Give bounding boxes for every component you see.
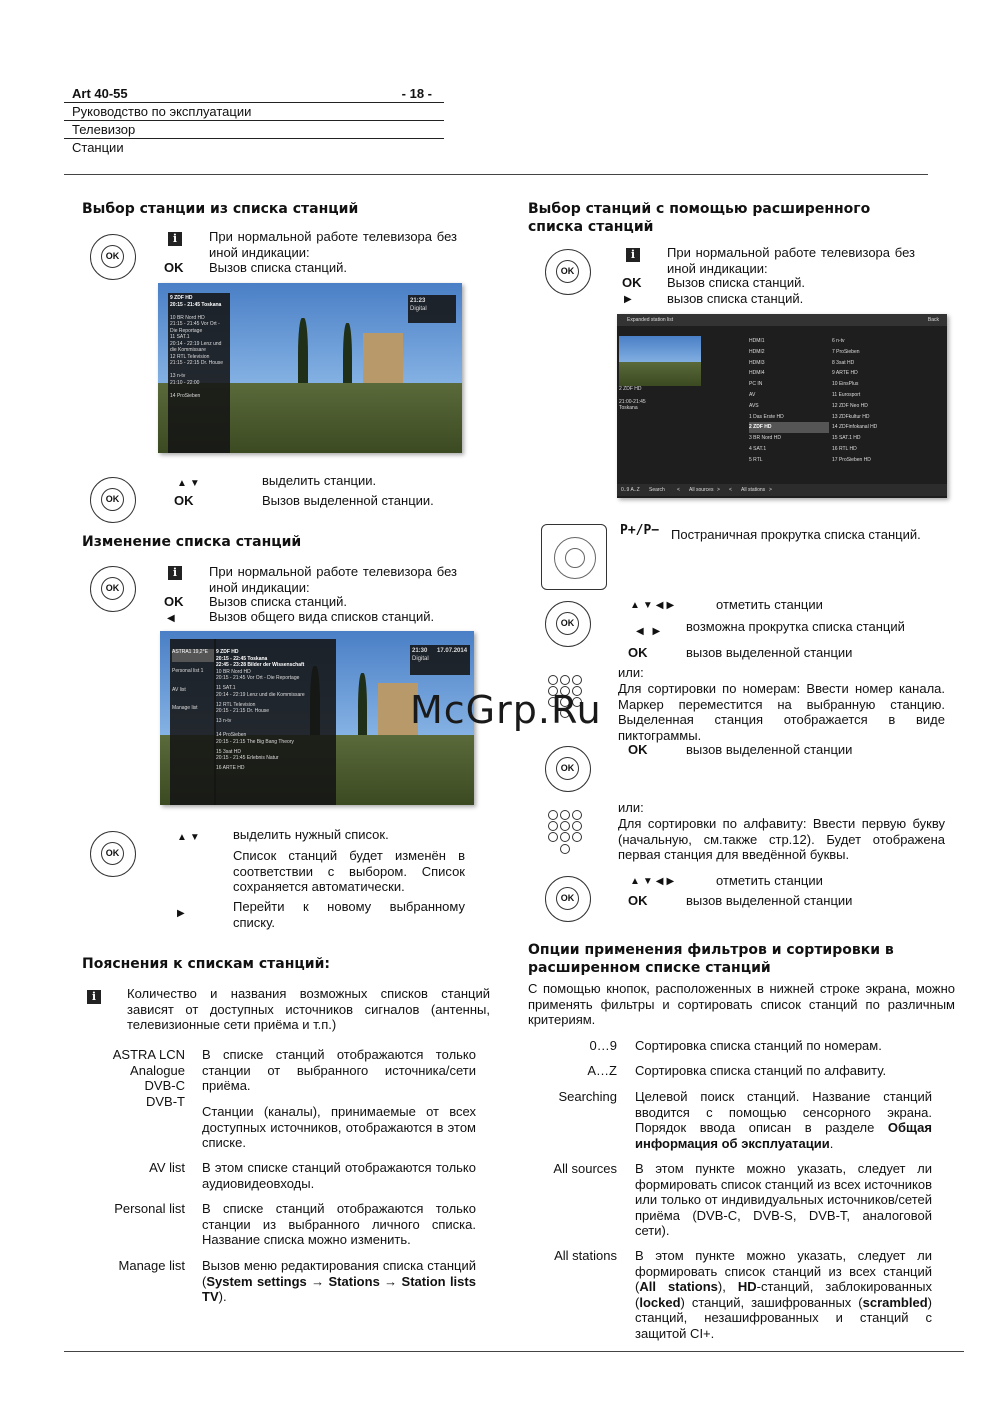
ok-key-label: OK bbox=[628, 893, 648, 908]
time-info-box bbox=[410, 645, 470, 675]
extended-list-title: Expanded station list bbox=[627, 317, 674, 323]
station-row[interactable]: HDMI4 bbox=[749, 370, 765, 377]
select-list-text: выделить нужный список. bbox=[233, 827, 389, 842]
def-desc-search bbox=[635, 1089, 932, 1151]
channel-row: 20:14 - 22:19 Lenz und die Kommissare bbox=[216, 691, 305, 698]
channel-row: 21:15 - 21:45 Vor Ort - Die Reportage bbox=[170, 321, 220, 334]
arrow-keys-icon: ▲▼◀▶ bbox=[630, 876, 678, 887]
ok-key-label: OK bbox=[628, 645, 648, 660]
go-to-list-text: Перейти к новому выбранному списку. bbox=[233, 899, 465, 930]
info-icon: i bbox=[626, 248, 640, 262]
arrow-keys-icon: ▲▼◀▶ bbox=[630, 600, 678, 611]
list-selector-panel bbox=[170, 639, 216, 805]
menu-path-stations: Stations bbox=[328, 1273, 380, 1289]
def-term-manage: Manage list bbox=[118, 1258, 185, 1273]
up-down-arrows-icon: ▲▼ bbox=[177, 832, 203, 843]
def-desc-manage bbox=[202, 1258, 476, 1305]
station-row[interactable]: 10 EinsPlus bbox=[832, 381, 859, 388]
channel-row: 20:15 - 21:15 Dr. House bbox=[216, 708, 270, 714]
now-title: Toskana bbox=[619, 405, 638, 411]
menu-path-system: System settings bbox=[206, 1273, 307, 1289]
station-row[interactable]: 16 RTL HD bbox=[832, 445, 857, 452]
signal-label: Digital bbox=[412, 656, 429, 662]
section-title-change: Изменение списка станций bbox=[82, 534, 302, 550]
def-term-sources: ASTRA LCN Analogue DVB-C DVB-T bbox=[112, 1047, 185, 1109]
remote-control-icon bbox=[541, 524, 607, 590]
remote-ok-icon: OK bbox=[90, 234, 136, 280]
search-desc-end: . bbox=[829, 1135, 834, 1151]
watermark: McGrp.Ru bbox=[410, 688, 602, 732]
signal-label: Digital bbox=[410, 306, 427, 312]
station-column-1 bbox=[749, 336, 829, 466]
ok-select-text: вызов выделенной станции bbox=[686, 893, 853, 908]
now-time: 21:00-21:45 bbox=[619, 398, 646, 405]
station-row[interactable]: 13 ZDFkultur HD bbox=[832, 413, 870, 420]
station-row[interactable]: 11 Eurosport bbox=[832, 391, 861, 398]
header-rule bbox=[64, 174, 928, 175]
search-desc-text: Целевой поиск станций. Название станций вводится с помощью сенсорного экрана. Порядок ввода описан в разделе bbox=[635, 1089, 932, 1135]
channel-row: 20:15 - 21:45 Erlebnis Natur bbox=[216, 755, 279, 761]
footer-control[interactable]: 0..9 A..Z bbox=[621, 487, 640, 493]
remote-ok-icon: OK bbox=[545, 249, 591, 295]
station-row[interactable]: HDMI3 bbox=[749, 359, 765, 366]
station-row[interactable]: 15 SAT.1 HD bbox=[832, 435, 861, 442]
station-row[interactable]: HDMI1 bbox=[749, 338, 765, 344]
date-value: 17.07.2014 bbox=[437, 648, 468, 654]
ok-select-text: вызов выделенной станции bbox=[686, 742, 853, 757]
overview-text: Вызов общего вида списков станций. bbox=[209, 609, 435, 624]
normal-mode-text: При нормальной работе телевизора без иной индикации: bbox=[667, 245, 915, 276]
ok-text: Вызов списка станций. bbox=[209, 594, 347, 609]
station-column-2 bbox=[832, 336, 912, 466]
header-model-row bbox=[64, 85, 444, 103]
station-row[interactable]: 17 ProSieben HD bbox=[832, 456, 871, 463]
extended-list-title-bar bbox=[617, 314, 947, 326]
def-desc-sources: В этом пункте можно указать, следует ли формировать список станций из всех источников или только от индивидуальных источников/сетей приёма (DVB-C, DVB-S, DVB-T, аналоговой сети). bbox=[635, 1161, 932, 1238]
path-arrow: → bbox=[384, 1273, 398, 1289]
manage-desc-end: ). bbox=[218, 1289, 227, 1304]
right-text: вызов списка станций. bbox=[667, 291, 804, 306]
time-info-box bbox=[408, 295, 456, 323]
ok-text: Вызов списка станций. bbox=[667, 275, 805, 290]
def-desc-numbers: Сортировка списка станций по номерам. bbox=[635, 1038, 882, 1053]
def-term-search: Searching bbox=[558, 1089, 617, 1104]
footer-control[interactable]: < bbox=[729, 487, 732, 493]
channel-row: 20:15 - 21:45 Toskana bbox=[170, 301, 222, 308]
def-desc-sources: В списке станций отображаются только станции от выбранного источника/сети приёма. bbox=[202, 1047, 476, 1093]
list-option: Manage list bbox=[172, 705, 198, 711]
or-text: или: bbox=[618, 800, 644, 815]
footer-rule bbox=[64, 1351, 964, 1352]
list-changed-text: Список станций будет изменён в соответствии с выбором. Список сохраняется автоматически. bbox=[233, 848, 465, 894]
list-option: ASTRA1 19,2°E bbox=[172, 649, 214, 662]
def-desc-alpha: Сортировка списка станций по алфавиту. bbox=[635, 1063, 887, 1078]
station-row[interactable]: 2 ZDF HD bbox=[749, 422, 829, 433]
def-desc-stations bbox=[635, 1248, 932, 1341]
extended-list-footer bbox=[617, 484, 947, 496]
channel-row: 15 3sat HD bbox=[216, 748, 242, 755]
station-row[interactable]: AVS bbox=[749, 402, 759, 409]
stations-desc-3: -станций, заблокированных ( bbox=[635, 1279, 932, 1310]
stations-desc-5: ) станций, незашифрованных и станций с защитой CI+. bbox=[635, 1294, 932, 1341]
channel-row: 20:14 - 22:19 Lenz und die Kommissare bbox=[170, 340, 222, 353]
tv-screen-station-list bbox=[158, 283, 462, 453]
page-scroll-text: Постраничная прокрутка списка станций. bbox=[671, 527, 921, 542]
station-row[interactable]: 14 ZDFinfokanal HD bbox=[832, 424, 878, 431]
station-row[interactable]: 9 ARTE HD bbox=[832, 370, 858, 377]
explanation-intro: Количество и названия возможных списков станций зависят от доступных источников сигналов (антенны, телевизионные сети приёма и т.п.) bbox=[127, 986, 490, 1032]
channel-row: 10 BR Nord HD bbox=[216, 668, 251, 675]
ok-text: Вызов списка станций. bbox=[209, 260, 347, 275]
mark-stations-text: отметить станции bbox=[716, 873, 823, 888]
remote-ok-icon: OK bbox=[90, 831, 136, 877]
ok-select-text: Вызов выделенной станции. bbox=[262, 493, 434, 508]
channel-row: 20:15 - 21:15 The Big Bang Theory bbox=[216, 738, 294, 745]
channel-row: 9 ZDF HD bbox=[170, 295, 193, 301]
channel-row: 11 SAT.1 bbox=[216, 685, 236, 691]
channel-row: 12 RTL Television bbox=[216, 701, 256, 708]
menu-path-lists: Station lists TV bbox=[202, 1273, 476, 1304]
channel-row: 11 SAT.1 bbox=[170, 334, 190, 340]
def-desc-sources-2: Станции (каналы), принимаемые от всех доступных источников, отображаются в этом списке. bbox=[202, 1104, 476, 1150]
footer-control[interactable]: Search bbox=[649, 487, 665, 493]
sort-alpha-text: Для сортировки по алфавиту: Ввести первую букву (начальную, см.также стр.12). Будет отображена первая станция для введённой буквы. bbox=[618, 816, 945, 862]
info-icon: i bbox=[168, 566, 182, 580]
channel-row: 16 ARTE HD bbox=[216, 765, 245, 771]
def-term-alpha: A…Z bbox=[587, 1063, 617, 1078]
section-title-select: Выбор станции из списка станций bbox=[82, 201, 359, 217]
filters-intro: С помощью кнопок, расположенных в нижней строке экрана, можно применять фильтры и сортировать список станций по различным критериям. bbox=[528, 981, 955, 1027]
channel-row: 20:15 - 21:45 Vor Ort - Die Reportage bbox=[216, 675, 300, 681]
channel-row: 20:15 - 22:45 Toskana bbox=[216, 655, 268, 662]
channel-row: 13 n-tv bbox=[170, 373, 186, 379]
def-term-numbers: 0…9 bbox=[589, 1038, 617, 1053]
option-scrambled: scrambled bbox=[862, 1294, 928, 1310]
station-row[interactable]: 8 3sat HD bbox=[832, 359, 855, 366]
channel-row: 9 ZDF HD bbox=[216, 649, 239, 655]
ok-key-label: OK bbox=[164, 594, 184, 609]
def-term-sources: All sources bbox=[553, 1161, 617, 1176]
ok-key-label: OK bbox=[628, 742, 648, 757]
mark-stations-text: отметить станции bbox=[716, 597, 823, 612]
normal-mode-text: При нормальной работе телевизора без иной индикации: bbox=[209, 229, 457, 260]
back-button[interactable]: Back bbox=[927, 317, 939, 323]
station-row[interactable]: 6 n-tv bbox=[832, 338, 845, 344]
footer-control[interactable]: All stations bbox=[741, 487, 766, 493]
def-term-av: AV list bbox=[149, 1160, 185, 1175]
now-channel: 2 ZDF HD bbox=[619, 386, 642, 392]
remote-ok-icon: OK bbox=[90, 477, 136, 523]
pplus-key-label: P+/P− bbox=[620, 523, 660, 538]
channel-row: 13 n-tv bbox=[216, 718, 232, 724]
channel-row: 21:10 - 22:00 bbox=[170, 379, 200, 386]
up-down-arrows-icon: ▲▼ bbox=[177, 478, 203, 489]
def-desc-personal: В списке станций отображаются только станции из выбранного личного списка. Название списка можно изменить. bbox=[202, 1201, 476, 1247]
channel-row: 21:15 - 22:15 Dr. House bbox=[170, 360, 224, 366]
stations-desc-1: В этом пункте можно указать, следует ли формировать список станций из всех станций ( bbox=[635, 1248, 932, 1294]
remote-ok-icon: OK bbox=[545, 601, 591, 647]
channel-list-panel bbox=[168, 293, 230, 453]
footer-control[interactable]: > bbox=[769, 487, 772, 493]
highlight-text: выделить станции. bbox=[262, 473, 377, 488]
info-icon: i bbox=[168, 232, 182, 246]
right-arrow-icon: ▶ bbox=[177, 908, 188, 919]
alpha-keypad-icon bbox=[548, 810, 588, 862]
ok-key-label: OK bbox=[164, 260, 184, 275]
remote-ok-icon: OK bbox=[545, 876, 591, 922]
station-row[interactable]: 5 RTL bbox=[749, 456, 763, 463]
tv-screen-extended-list bbox=[617, 314, 947, 498]
info-icon: i bbox=[87, 990, 101, 1004]
time-value: 21:30 bbox=[412, 648, 428, 654]
list-option: AV list bbox=[172, 686, 186, 693]
stations-desc-2: ), bbox=[717, 1279, 738, 1294]
channel-row: 12 RTL Television bbox=[170, 353, 210, 360]
ok-select-text: вызов выделенной станции bbox=[686, 645, 853, 660]
section-title-explanations: Пояснения к спискам станций: bbox=[82, 956, 330, 972]
def-desc-av: В этом списке станций отображаются только аудиовидеовходы. bbox=[202, 1160, 476, 1191]
def-term-stations: All stations bbox=[554, 1248, 617, 1263]
station-row[interactable]: AV bbox=[749, 391, 756, 398]
option-locked: locked bbox=[639, 1294, 681, 1310]
def-term-personal: Personal list bbox=[114, 1201, 185, 1216]
channel-list-panel bbox=[214, 639, 336, 805]
path-arrow: → bbox=[311, 1273, 325, 1289]
header-line-tv: Телевизор bbox=[64, 121, 444, 139]
remote-ok-icon: OK bbox=[545, 746, 591, 792]
time-label: 21:23 bbox=[410, 298, 426, 304]
time-label bbox=[412, 647, 468, 655]
footer-control[interactable]: All sources bbox=[689, 487, 714, 493]
header-model: Art 40-55 bbox=[72, 86, 128, 101]
left-right-arrows-icon: ◀ ▶ bbox=[636, 626, 664, 637]
normal-mode-text: При нормальной работе телевизора без иной индикации: bbox=[209, 564, 457, 595]
footer-control[interactable]: > bbox=[717, 487, 720, 493]
stations-desc-4: ) станций, зашифрованных ( bbox=[680, 1294, 863, 1310]
station-row[interactable]: 12 ZDF Neo HD bbox=[832, 402, 868, 409]
option-all-stations: All stations bbox=[639, 1279, 718, 1294]
sort-number-text: Для сортировки по номерам: Ввести номер канала. Маркер переместится на выбранную станцию. Выделенная станция отображается в виде пиктограммы. bbox=[618, 681, 945, 743]
scroll-text: возможна прокрутка списка станций bbox=[686, 619, 905, 634]
station-row[interactable]: HDMI2 bbox=[749, 348, 765, 355]
remote-ok-icon: OK bbox=[90, 566, 136, 612]
channel-row: 10 BR Nord HD bbox=[170, 314, 205, 321]
station-row[interactable]: PC IN bbox=[749, 381, 763, 388]
station-row[interactable]: 1 Das Erste HD bbox=[749, 413, 784, 420]
channel-row: 14 ProSieben bbox=[170, 392, 201, 399]
header-page: - 18 - bbox=[401, 86, 432, 101]
option-hd: HD bbox=[737, 1279, 757, 1294]
ok-key-label: OK bbox=[174, 493, 194, 508]
manage-desc-text: Вызов меню редактирования списка станций ( bbox=[202, 1258, 476, 1289]
general-info-ref: Общая информация об эксплуатации bbox=[635, 1120, 932, 1151]
section-title-extended: Выбор станций с помощью расширенного списка станций bbox=[528, 201, 871, 235]
station-row[interactable]: 3 BR Nord HD bbox=[749, 435, 781, 442]
station-row[interactable]: 7 ProSieben bbox=[832, 348, 860, 355]
footer-control[interactable]: < bbox=[677, 487, 680, 493]
section-title-filters: Опции применения фильтров и сортировки в расширенном списке станций bbox=[528, 942, 894, 976]
header-line-manual: Руководство по эксплуатации bbox=[64, 103, 444, 121]
header-line-stations: Станции bbox=[72, 140, 124, 155]
left-arrow-icon: ◀ bbox=[167, 613, 178, 624]
right-arrow-icon: ▶ bbox=[624, 294, 635, 305]
now-playing bbox=[619, 386, 699, 416]
list-option: Personal list 1 bbox=[172, 668, 204, 674]
ok-key-label: OK bbox=[622, 275, 642, 290]
or-text: или: bbox=[618, 665, 644, 680]
station-row[interactable]: 4 SAT.1 bbox=[749, 445, 767, 452]
channel-row: 14 ProSieben bbox=[216, 732, 247, 738]
channel-row: 22:45 - 23:28 Bilder der Wissenschaft bbox=[216, 662, 305, 668]
